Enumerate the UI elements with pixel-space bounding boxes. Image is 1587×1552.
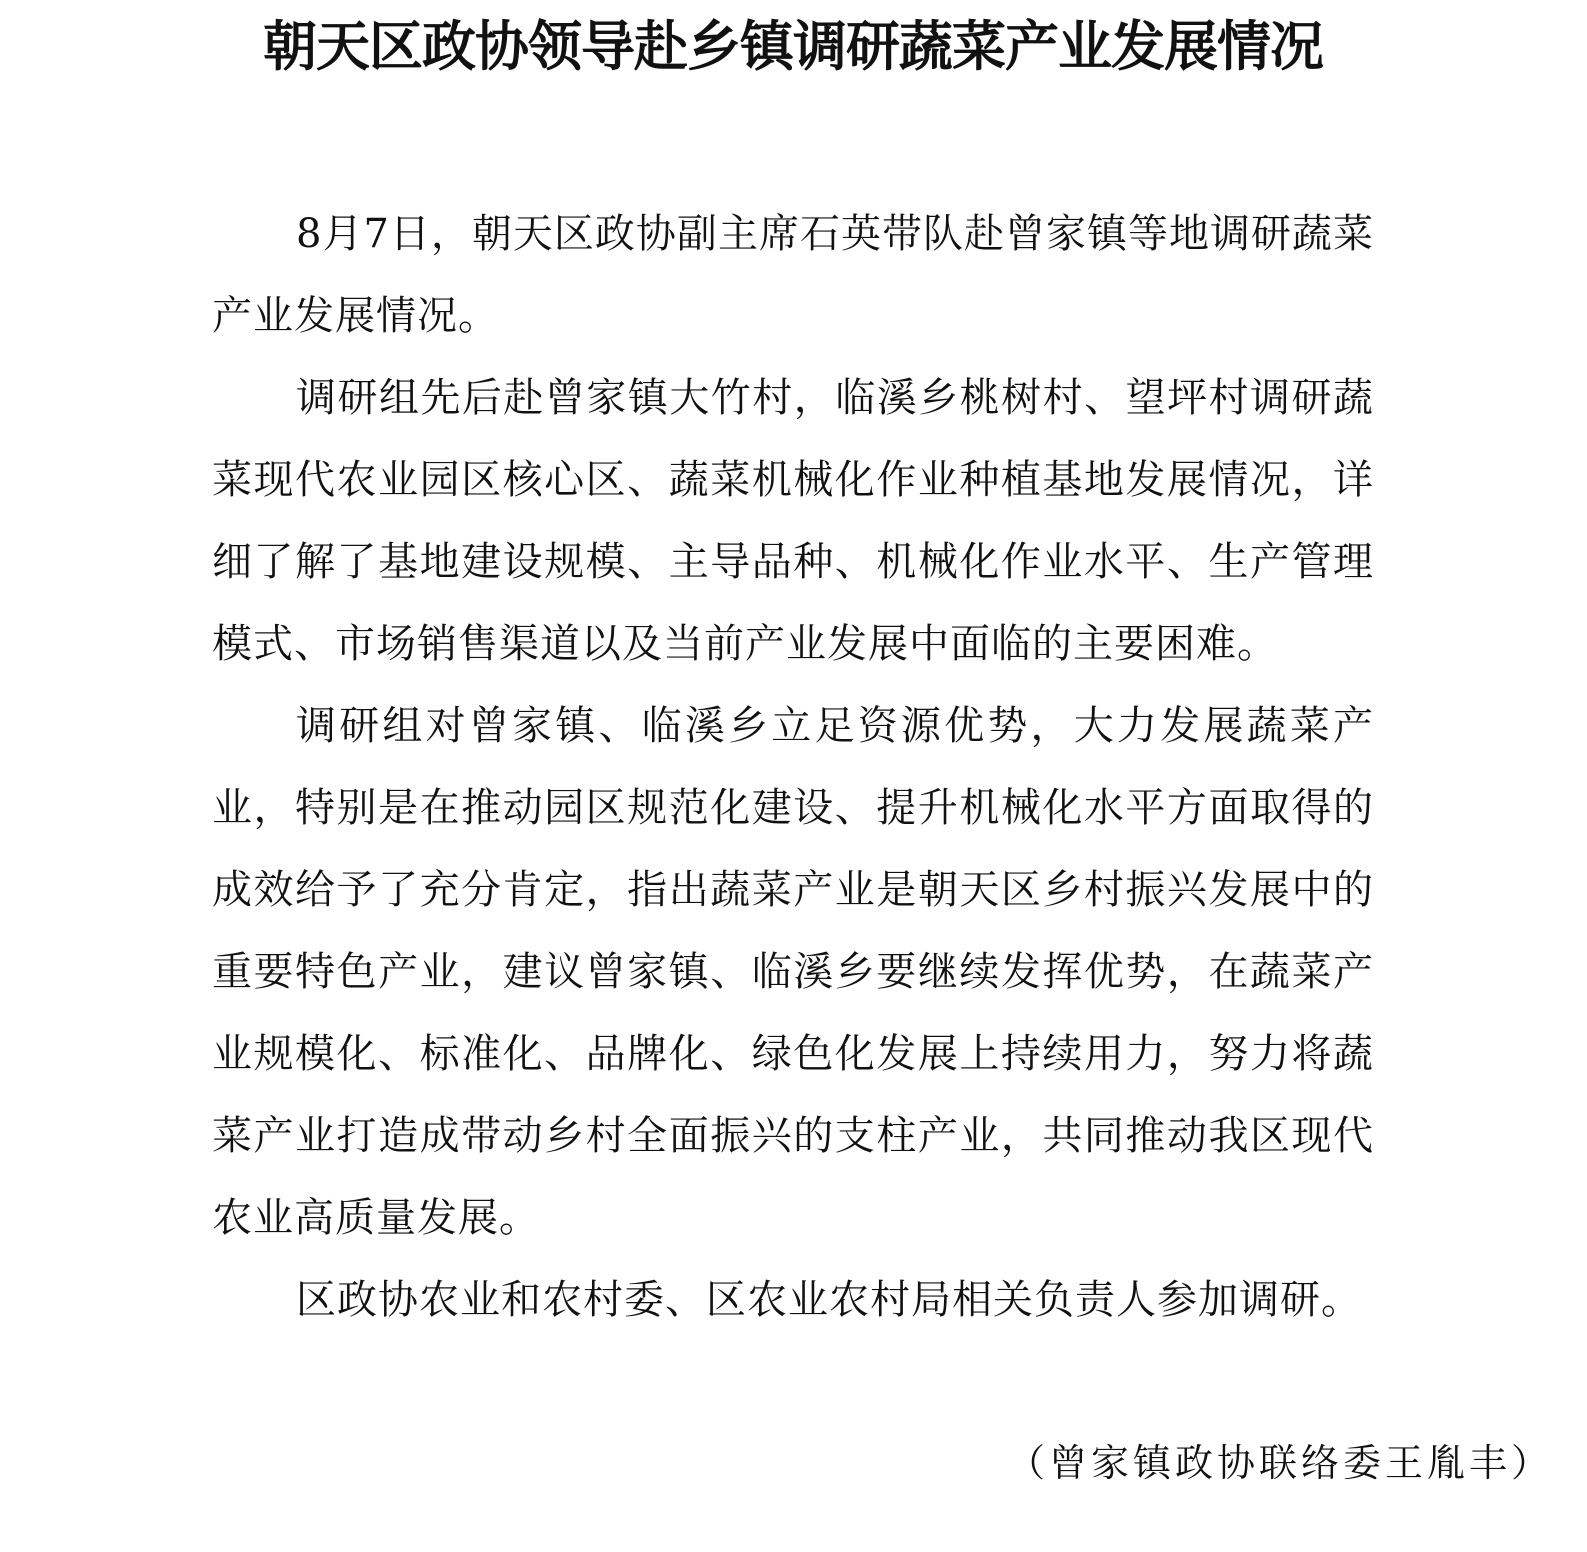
document bbox=[212, 0, 1374, 1323]
article-title: 朝天区政协领导赴乡镇调研蔬菜产业发展情况 bbox=[263, 15, 1323, 78]
paragraph-affirmation: 调研组对曾家镇、临溪乡立足资源优势，大力发展蔬菜产业，特别是在推动园区规范化建设、提升机械化水平方面取得的成效给予了充分肯定，指出蔬菜产业是朝天区乡村振兴发展中的重要特色产业，建议曾家镇、临溪乡要继续发挥优势，在蔬菜产业规模化、标准化、品牌化、绿色化发展上持续用力，努力将蔬菜产业打造成带动乡村全面振兴的支柱产业，共同推动我区现代农业高质量发展。 bbox=[212, 703, 1374, 1241]
article-body bbox=[212, 193, 1374, 1341]
author-signature: （曾家镇政协联络委王胤丰） bbox=[1006, 1441, 1553, 1485]
paragraph-participants: 区政协农业和农村委、区农业农村局相关负责人参加调研。 bbox=[296, 1277, 1362, 1323]
paragraph-date-intro: 8月7日，朝天区政协副主席石英带队赴曾家镇等地调研蔬菜产业发展情况。 bbox=[212, 211, 1374, 339]
paragraph-research-visit: 调研组先后赴曾家镇大竹村，临溪乡桃树村、望坪村调研蔬菜现代农业园区核心区、蔬菜机械化作业种植基地发展情况，详细了解了基地建设规模、主导品种、机械化作业水平、生产管理模式、市场销售渠道以及当前产业发展中面临的主要困难。 bbox=[212, 375, 1374, 667]
